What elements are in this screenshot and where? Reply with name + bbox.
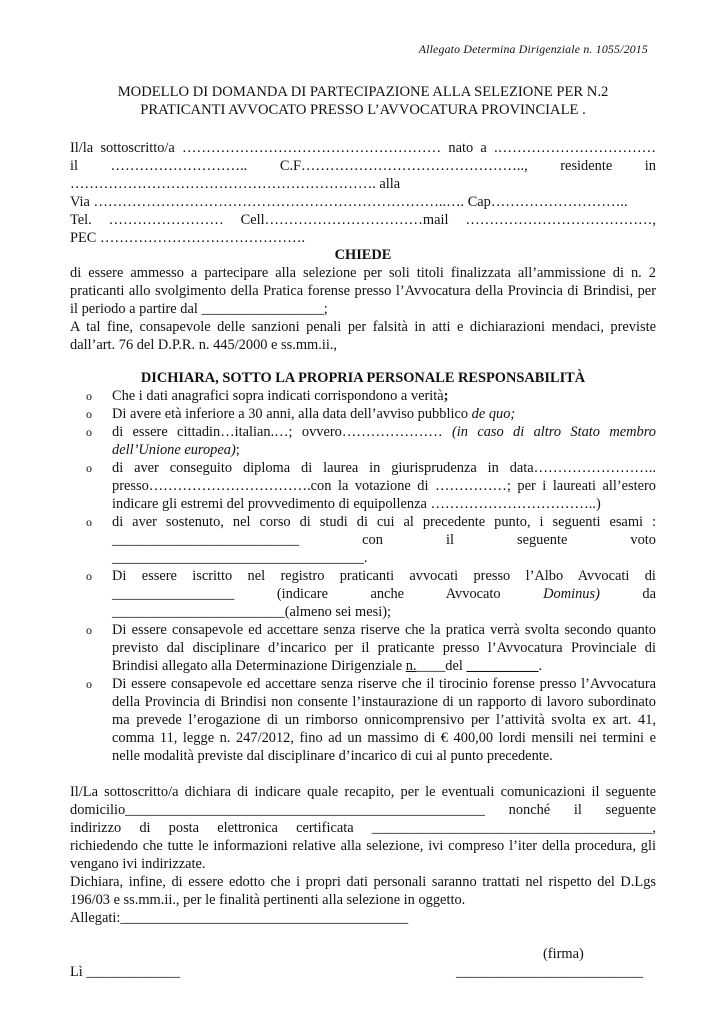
declaration-item-8: Di essere consapevole ed accettare senza riserve che il tirocinio forense presso l’Avvocatura [112,676,656,692]
list-bullet: o [86,623,92,637]
declaration-item-3: di essere cittadin…italian.…; ovvero………………… (in caso di altro Stato membro [112,424,656,440]
form-title-line-2: PRATICANTI AVVOCATO PRESSO L’AVVOCATURA PROVINCIALE . [140,102,586,118]
declaration-item-8-cont: comma 11, legge n. 247/2012, fino ad un massimo di € 400,00 lordi mensili nei termini e [112,730,656,746]
declaration-item-8-cont: ma prevede l’erogazione di un rimborso onnicomprensivo per l’attività svolta ex art. 41, [112,712,656,728]
closing-text: richiedendo che tutte le informazioni relative alla selezione, ivi compreso l’iter della procedura, gli [70,838,656,854]
list-bullet: o [86,461,92,475]
chiede-text: il periodo a partire dal _________________; [70,301,328,317]
dichiara-heading: DICHIARA, SOTTO LA PROPRIA PERSONALE RESPONSABILITÀ [140,370,586,386]
declaration-item-4-cont: indicare gli estremi del provvedimento di equipollenza ……………………………..) [112,496,601,512]
declaration-item-6-cont: _________________ (indicare anche Avvocato Dominus) da [112,586,656,602]
declaration-item-6: Di essere iscritto nel registro praticanti avvocati presso l’Albo Avvocati di [112,568,656,584]
declaration-item-5: di aver sostenuto, nel corso di studi di cui al precedente punto, i seguenti esami : [112,514,656,530]
signature-line: __________________________ [456,964,644,980]
list-bullet: o [86,677,92,691]
list-bullet: o [86,425,92,439]
declaration-item-5-cont: ___________________________________. [112,550,368,566]
declaration-item-6-cont: ________________________(almeno sei mesi); [112,604,391,620]
closing-text: vengano ivi indirizzate. [70,856,206,872]
declaration-item-8-cont: nelle modalità previste dal disciplinare d’incarico di cui al punto precedente. [112,748,553,764]
applicant-line-name: Il/la sottoscritto/a ……………………………………………… nato a .…………………………… [70,140,656,156]
declaration-item-4: di aver conseguito diploma di laurea in giurisprudenza in data…………………….. [112,460,656,476]
closing-domicile: domicilio__________________________________________________ nonché il seguente [70,802,656,818]
declaration-item-1: Che i dati anagrafici sopra indicati corrispondono a verità; [112,388,449,404]
declaration-item-5-cont: __________________________ con il seguente voto [112,532,656,548]
closing-pec: indirizzo di posta elettronica certificata _______________________________________, [70,820,656,836]
place-date-line: Lì _____________ [70,964,180,980]
form-title-line-1: MODELLO DI DOMANDA DI PARTECIPAZIONE ALLA SELEZIONE PER N.2 [117,84,609,100]
list-bullet: o [86,569,92,583]
applicant-line-pec: PEC ……………………………………. [70,230,306,246]
chiede-heading: CHIEDE [334,247,392,263]
declaration-item-2: Di avere età inferiore a 30 anni, alla data dell’avviso pubblico de quo; [112,406,516,422]
list-bullet: o [86,515,92,529]
applicant-line-birth: il ……………………….. C.F……………………………………….., residente in [70,158,656,174]
declaration-item-4-cont: presso…………………………….con la votazione di ……………; per i laureati all’estero [112,478,656,494]
applicant-line-residence: ………………………………………………………. alla [70,176,401,192]
signature-label: (firma) [543,946,584,962]
closing-privacy: 196/03 e ss.mm.ii., per le finalità pertinenti alla selezione in oggetto. [70,892,466,908]
header-reference: Allegato Determina Dirigenziale n. 1055/2015 [418,42,648,56]
list-bullet: o [86,407,92,421]
declaration-item-7-cont: previsto dal disciplinare d’incarico per il praticante presso l’Avvocatura Provinciale di [112,640,656,656]
declaration-item-7: Di essere consapevole ed accettare senza riserve che la pratica verrà svolta secondo quanto [112,622,656,638]
chiede-text: praticanti allo svolgimento della Pratica forense presso l’Avvocatura della Provincia di Brindisi, per [70,283,656,299]
applicant-line-address: Via ………………………………………………………………..…. Cap……………………….. [70,194,628,210]
declaration-item-8-cont: della Provincia di Brindisi non consente l’instaurazione di un rapporto di lavoro subordinato [112,694,656,710]
attachments-line: Allegati:________________________________________ [70,910,409,926]
applicant-line-contacts: Tel. …………………… Cell……………………………mail …………………………………, [70,212,656,228]
list-bullet: o [86,389,92,403]
chiede-text: A tal fine, consapevole delle sanzioni penali per falsità in atti e dichiarazioni mendaci, previste [70,319,656,335]
closing-text: Il/La sottoscritto/a dichiara di indicare quale recapito, per le eventuali comunicazioni il seguente [70,784,656,800]
chiede-text: dall’art. 76 del D.P.R. n. 445/2000 e ss.mm.ii., [70,337,338,353]
declaration-item-3-cont: dell’Unione europea); [112,442,240,458]
declaration-item-7-cont: Brindisi allegato alla Determinazione Dirigenziale n.____del __________. [112,658,543,674]
closing-privacy: Dichiara, infine, di essere edotto che i propri dati personali saranno trattati nel rispetto del D.Lgs [70,874,656,890]
chiede-text: di essere ammesso a partecipare alla selezione per soli titoli finalizzata all’ammissione di n. 2 [70,265,656,281]
